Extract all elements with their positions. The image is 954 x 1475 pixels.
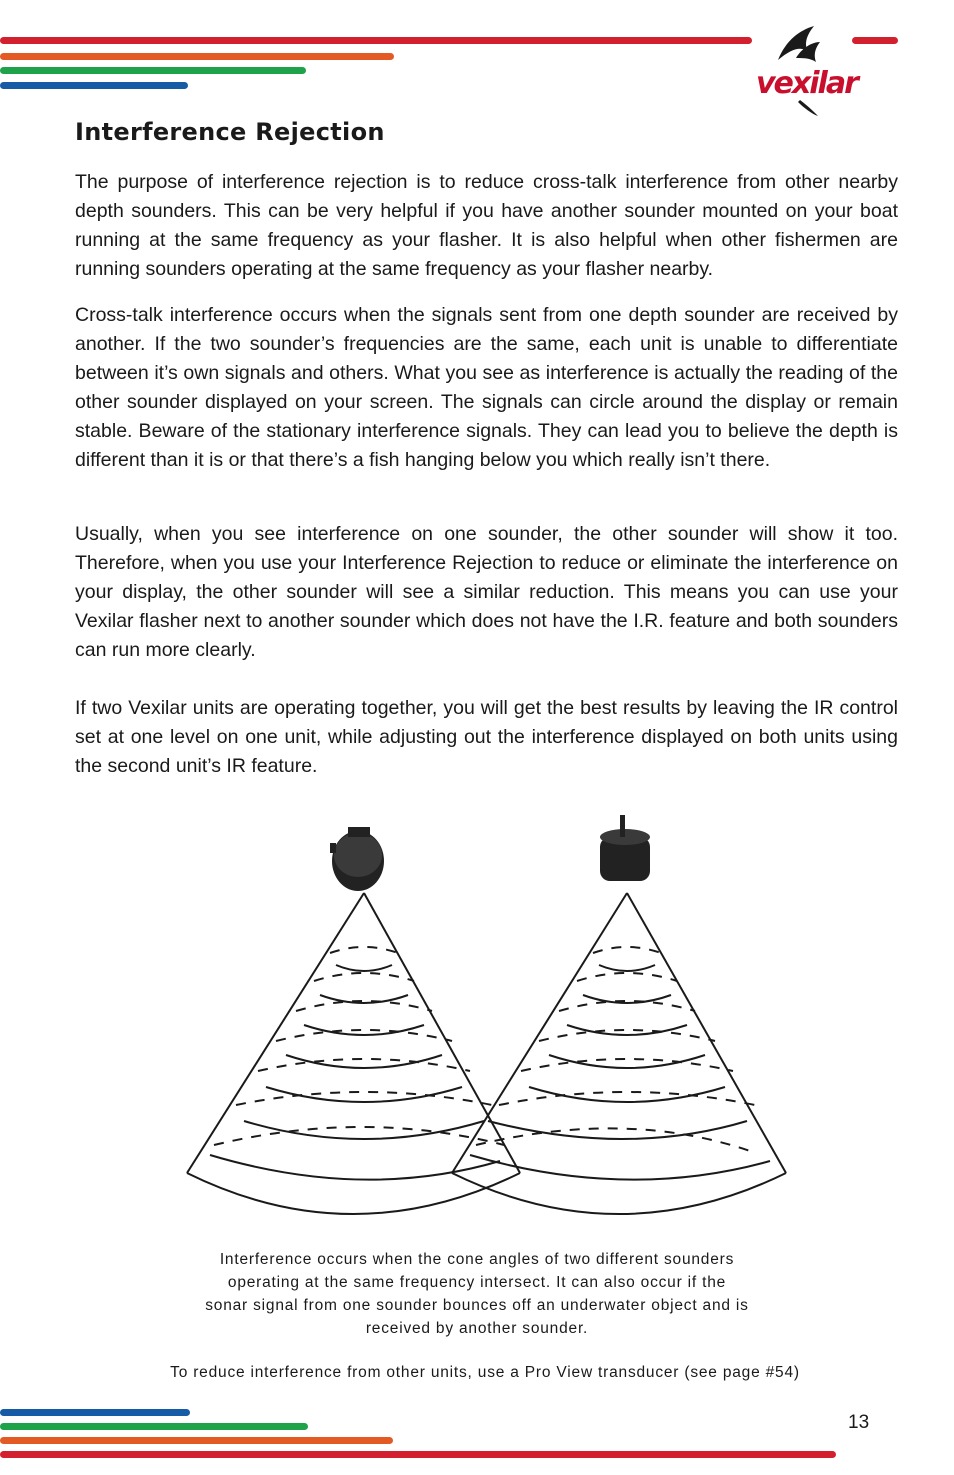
caption-line: Interference occurs when the cone angles of two different sounders xyxy=(219,1251,735,1268)
logo-wordmark: vexilar xyxy=(756,66,857,101)
caption-line: operating at the same frequency intersect. It can also occur if the xyxy=(227,1274,727,1291)
caption-line: received by another sounder. xyxy=(365,1320,589,1337)
paragraph-2 xyxy=(75,301,898,475)
paragraph-4 xyxy=(75,694,898,781)
footer-stripe-blue xyxy=(0,1409,190,1416)
footer-stripe-green xyxy=(0,1423,308,1430)
transducer-icon xyxy=(600,815,650,881)
header-stripe-green xyxy=(0,67,306,74)
header-stripe-red-end xyxy=(852,37,898,44)
paragraph-1 xyxy=(75,168,898,284)
transducer-icon xyxy=(330,827,384,891)
caption-line: sonar signal from one sounder bounces off an underwater object and is xyxy=(205,1297,749,1314)
footer-stripe-red xyxy=(0,1451,836,1458)
footnote: To reduce interference from other units, use a Pro View transducer (see page #54) xyxy=(170,1364,800,1381)
header-stripe-red xyxy=(0,37,752,44)
paragraph-text: The purpose of interference rejection is to reduce cross-talk interference from other nearby depth sounders. This can be very helpful if you have another sounder mounted on your boat running at the same frequency as your flasher. It is also helpful when other fishermen are running sounders operating at the same frequency as your flasher nearby. xyxy=(75,171,898,280)
paragraph-3 xyxy=(75,520,898,665)
paragraph-text: Usually, when you see interference on one sounder, the other sounder will show it too. Therefore, when you use your Interference Rejection to reduce or eliminate the interference on your display, the other sounder will see a similar reduction. This means you can use your Vexilar flasher next to another sounder which does not have the I.R. feature and both sounders can run more clearly. xyxy=(75,523,898,661)
footer-stripe-orange xyxy=(0,1437,393,1444)
page-number: 13 xyxy=(848,1412,870,1433)
paragraph-text: If two Vexilar units are operating together, you will get the best results by leaving the IR control set at one level on one unit, while adjusting out the interference displayed on both units using the second unit’s IR feature. xyxy=(75,697,898,777)
paragraph-text: Cross-talk interference occurs when the signals sent from one depth sounder are received by another. If the two sounder’s frequencies are the same, each unit is unable to differentiate between it’s own signals and others. What you see as interference is actually the reading of the other sounder displayed on your screen. The signals can circle around the display or remain stable. Beware of the stationary interference signals. They can lead you to believe the depth is different than it is or that there’s a fish hanging below you which really isn’t there. xyxy=(75,304,898,471)
sonar-cone-icon xyxy=(170,805,810,1245)
page-heading: Interference Rejection xyxy=(75,118,385,146)
header-stripe-blue xyxy=(0,82,188,89)
vexilar-logo xyxy=(756,22,856,118)
header-stripe-orange xyxy=(0,53,394,60)
diagram-caption xyxy=(150,1248,804,1340)
interference-diagram xyxy=(170,805,810,1245)
